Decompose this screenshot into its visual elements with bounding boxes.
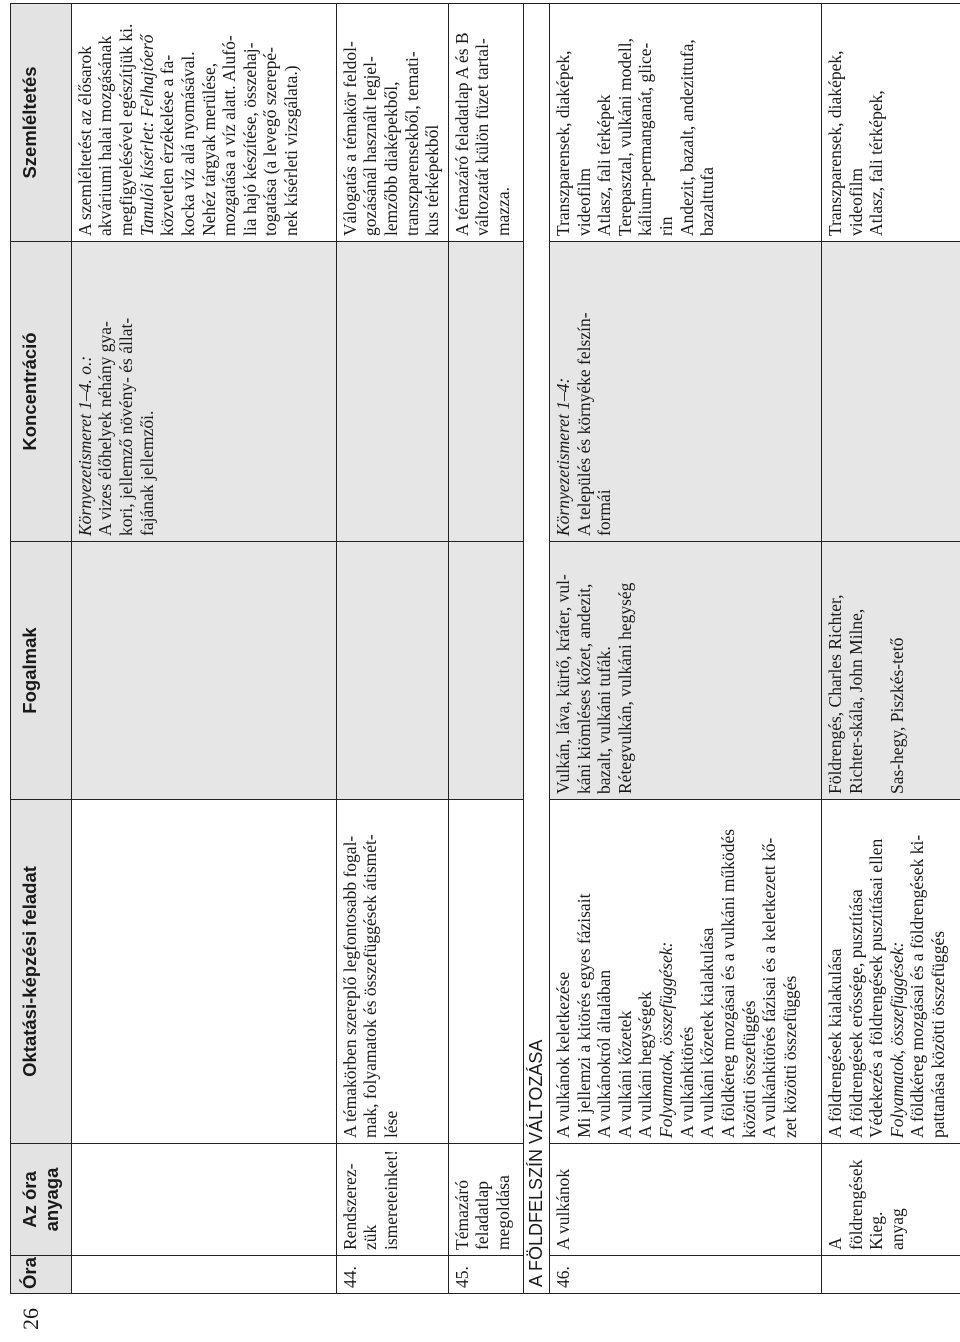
text-line: Sas-hegy, Piszkés-tető (886, 637, 907, 794)
text-line: A témazáró feladatlap A és B (451, 32, 472, 236)
text-line: A vulkánok keletkezése (552, 971, 573, 1138)
cell-szemleltetes (71, 4, 336, 242)
text-line: zet közötti összefüggés (779, 975, 800, 1138)
text-line: Terepasztal, vulkáni modell, (614, 37, 635, 236)
cell-ora: 45. (448, 1256, 523, 1294)
col-header-ora: Óra (11, 1256, 72, 1294)
text-line: videofilm (573, 167, 594, 236)
table-row (549, 4, 821, 1294)
text-line: feladatlap (472, 1181, 493, 1250)
cell-koncentracio (448, 242, 523, 542)
cell-feladat (336, 800, 448, 1144)
text-line: Vulkán, láva, kürtő, kráter, vul- (552, 574, 573, 794)
text-line: A témakörben szereplő legfontosabb fogal- (339, 835, 360, 1138)
cell-fogalmak (336, 542, 448, 800)
text-line: Transzparensek, diaképek, (824, 50, 845, 236)
text-line: lemzőbb diaképekből, (380, 81, 401, 236)
col-header-feladat: Oktatási-képzési feladat (11, 800, 72, 1144)
text-line: A földrengések (824, 1159, 866, 1250)
text-line: A vulkáni kőzetek kialakulása (697, 927, 718, 1138)
text-line: Mi jellemzi a kitörés egyes fázisait (573, 893, 594, 1138)
text-line: Andezit, bazalt, andezittufa, (676, 39, 697, 236)
text-line: lése (380, 1110, 401, 1138)
text-line: A vulkánkitörés (676, 1026, 697, 1138)
text-line: változatát külön füzet tartal- (472, 38, 493, 236)
text-line: Környezetismeret 1–4. o.: (74, 355, 95, 536)
cell-anyag (71, 1144, 336, 1256)
text-line: Környezetismeret 1–4: (552, 377, 573, 536)
cell-anyag (336, 1144, 448, 1256)
text-line: Folyamatok, összefüggések: (886, 941, 907, 1138)
table-row (448, 4, 523, 1294)
text-line: Transzparensek, diaképek, (552, 50, 573, 236)
text-line: Földrengés, Charles Richter, (824, 594, 845, 794)
text-line: kálium-permanganát, glice- (635, 42, 656, 236)
text-line: közvetlen érzékelése a fa- (157, 54, 178, 236)
cell-koncentracio (336, 242, 448, 542)
text-line: kori, jellemző növény- és állat- (115, 317, 136, 536)
text-line: videofilm (845, 167, 866, 236)
table-row (821, 4, 960, 1294)
col-header-anyag: Az óra anyaga (11, 1144, 72, 1256)
text-line: pattanása közötti összefüggés (928, 930, 949, 1138)
text-line: A földrengések erőssége, pusztítása (845, 889, 866, 1138)
text-line: A vizes élőhelyek néhány gya- (95, 321, 116, 536)
text-line: A vulkánkitörés fázisai és a keletkezett kő- (759, 837, 780, 1138)
text-line: Kieg. (866, 1211, 887, 1250)
text-line: Rétegvulkán, vulkáni hegység (614, 582, 635, 794)
table-row (71, 4, 336, 1294)
cell-feladat (71, 800, 336, 1144)
text-line: formái (594, 489, 615, 536)
text-line: rin (656, 216, 677, 236)
text-line: A földkéreg mozgásai és a vulkáni működés (718, 828, 739, 1138)
text-line: Védekezés a földrengések pusztításai ellen (866, 838, 887, 1138)
text-line: A vulkánokról általában (594, 969, 615, 1138)
col-header-szemleltetes: Szemléltetés (11, 4, 72, 242)
text-line: Folyamatok, összefüggések: (656, 941, 677, 1138)
col-header-koncentracio: Koncentráció (11, 242, 72, 542)
text-line: Tanulói kísérlet: Felhajtóerő (136, 34, 157, 236)
cell-feladat (448, 800, 523, 1144)
text-line: káni kiömléses kőzet, andezit, (573, 583, 594, 794)
text-line: fajának jellemzői. (136, 410, 157, 536)
cell-fogalmak (821, 542, 960, 800)
page-number: 26 (18, 1308, 43, 1330)
section-title: A FÖLDFELSZÍN VÁLTOZÁSA (523, 4, 549, 1294)
text-line: gozásánál használt legjel- (360, 56, 381, 236)
text-line: Atlasz, fali térképek, (866, 90, 887, 236)
cell-ora (821, 1256, 960, 1294)
text-line: A vulkáni kőzetek (614, 1010, 635, 1138)
text-line: A szemléltetést az élősarok (74, 46, 95, 236)
table-row (336, 4, 448, 1294)
text-line: megfigyelésével egészítjük ki. (115, 23, 136, 236)
cell-szemleltetes (821, 4, 960, 242)
text-line: A vulkánok (552, 1168, 573, 1250)
text-line: mazza. (492, 186, 513, 236)
text-line: mak, folyamatok és összefüggések átismét- (360, 834, 381, 1138)
cell-fogalmak (71, 542, 336, 800)
text-line: megoldása (492, 1175, 513, 1250)
text-line: Nehéz tárgyak merülése, (198, 62, 219, 236)
cell-fogalmak (448, 542, 523, 800)
text-line: transzparensekből, temati- (401, 51, 422, 236)
cell-feladat (821, 800, 960, 1144)
lesson-plan-table (10, 3, 960, 1294)
cell-anyag (549, 1144, 821, 1256)
cell-ora: 44. (336, 1256, 448, 1294)
text-line: akváriumi halai mozgásának (95, 35, 116, 236)
cell-koncentracio (549, 242, 821, 542)
text-line: Richter-skála, John Milne, (845, 608, 866, 794)
text-line: togatása (a levegő szerepé- (260, 47, 281, 236)
cell-koncentracio (71, 242, 336, 542)
cell-ora: 46. (549, 1256, 821, 1294)
cell-szemleltetes (336, 4, 448, 242)
cell-ora (71, 1256, 336, 1294)
text-line: ismereteinket! (380, 1149, 401, 1250)
cell-anyag (821, 1144, 960, 1256)
cell-szemleltetes (448, 4, 523, 242)
text-line (866, 547, 887, 794)
text-line: Témazáró (451, 1180, 472, 1250)
cell-koncentracio (821, 242, 960, 542)
text-line: zük (360, 1224, 381, 1250)
text-line: kus térképekből (422, 124, 443, 236)
text-line: anyag (886, 1208, 907, 1250)
text-line: A vulkáni hegységek (635, 991, 656, 1138)
cell-szemleltetes (549, 4, 821, 242)
text-line: A földrengések kialakulása (824, 948, 845, 1138)
text-line: kocka víz alá nyomásával. (177, 51, 198, 236)
col-header-fogalmak: Fogalmak (11, 542, 72, 800)
cell-anyag (448, 1144, 523, 1256)
text-line: bazalt, vulkáni tufák. (594, 646, 615, 794)
section-row (523, 4, 549, 1294)
text-line: A földkéreg mozgásai és a földrengések ki- (907, 834, 928, 1138)
cell-fogalmak (549, 542, 821, 800)
text-line: A település és környéke felszín- (573, 312, 594, 536)
cell-feladat (549, 800, 821, 1144)
text-line: mozgatása a víz alatt. Alufó- (219, 35, 240, 236)
text-line: nek kísérleti vizsgálata.) (281, 65, 302, 236)
header-row (11, 4, 72, 1294)
text-line: Válogatás a témakör feldol- (339, 41, 360, 236)
text-line: közötti összefüggés (738, 1000, 759, 1138)
text-line: Rendszerez- (339, 1163, 360, 1250)
text-line: lia hajó készítése, összehaj- (239, 42, 260, 236)
text-line: bazalttufa (697, 167, 718, 236)
text-line: Atlasz, fali térképek (594, 94, 615, 236)
